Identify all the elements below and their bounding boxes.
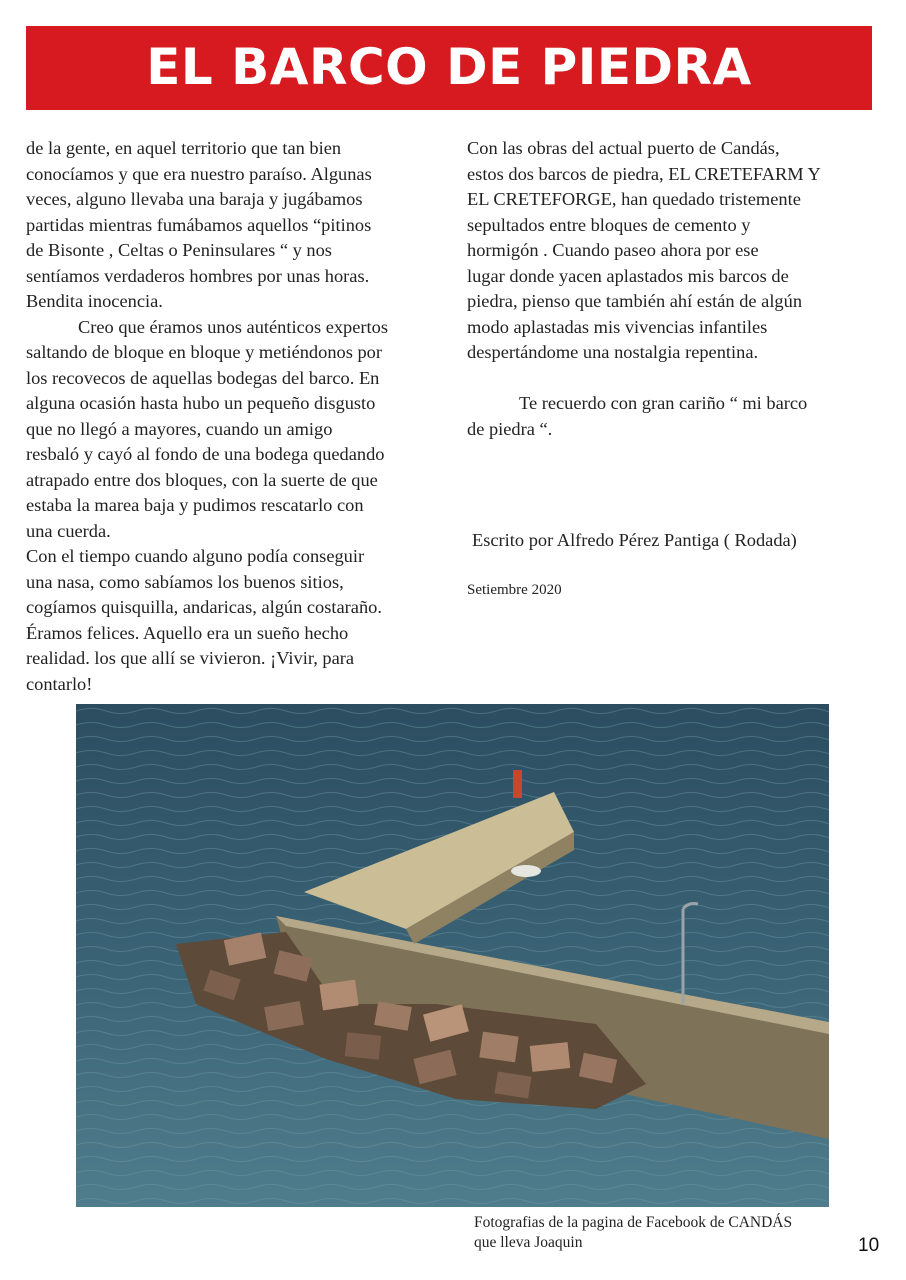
text-line: Te recuerdo con gran cariño “ mi barco [519, 393, 808, 413]
text-line: realidad. los que allí se vivieron. ¡Vivir, para [26, 648, 355, 668]
paragraph-5 [467, 391, 887, 442]
text-line: atrapado entre dos bloques, con la suerte de que [26, 469, 378, 490]
text-line: Éramos felices. Aquello era un sueño hecho [26, 622, 349, 643]
text-line: piedra, pienso que también ahí están de algún [467, 291, 803, 311]
caption-line: que lleva Joaquin [474, 1234, 583, 1251]
boat [511, 865, 541, 877]
text-line: estos dos barcos de piedra, EL CRETEFARM Y [467, 163, 821, 184]
text-line: Creo que éramos unos auténticos expertos [78, 316, 389, 337]
text-line: que no llegó a mayores, cuando un amigo [26, 418, 333, 439]
text-line: alguna ocasión hasta hubo un pequeño disgusto [26, 393, 376, 413]
lighthouse [513, 770, 522, 798]
text-line: EL CRETEFORGE, han quedado tristemente [467, 189, 801, 209]
text-line: de la gente, en aquel territorio que tan bien [26, 138, 342, 158]
text-line: conocíamos y que era nuestro paraíso. Algunas [26, 163, 372, 184]
breakwater-illustration [76, 704, 829, 1207]
text-line: Bendita inocencia. [26, 291, 163, 311]
text-line: de piedra “. [467, 418, 553, 439]
right-column [467, 136, 887, 442]
text-line: veces, alguno llevaba una baraja y jugábamos [26, 189, 363, 209]
paragraph-3 [26, 544, 446, 697]
left-column [26, 136, 446, 697]
photo-caption [474, 1213, 792, 1253]
text-line: cogíamos quisquilla, andaricas, algún costaraño. [26, 597, 382, 617]
text-line: los recovecos de aquellas bodegas del barco. En [26, 367, 380, 388]
text-line: de Bisonte , Celtas o Peninsulares “ y nos [26, 240, 332, 260]
text-line: una cuerda. [26, 520, 111, 541]
text-line: hormigón . Cuando paseo ahora por ese [467, 240, 759, 260]
publication-date: Setiembre 2020 [467, 582, 562, 598]
page-title: EL BARCO DE PIEDRA [146, 38, 752, 96]
paragraph-4 [467, 136, 887, 366]
text-line: resbaló y cayó al fondo de una bodega quedando [26, 444, 385, 464]
page-number: 10 [858, 1235, 880, 1256]
text-line: sentíamos verdaderos hombres por unas horas. [26, 265, 370, 286]
text-line: saltando de bloque en bloque y metiéndonos por [26, 342, 382, 362]
text-line: Con el tiempo cuando alguno podía conseguir [26, 546, 365, 566]
text-line: estaba la marea baja y pudimos rescatarlo con [26, 495, 364, 515]
text-line: lugar donde yacen aplastados mis barcos de [467, 265, 789, 286]
harbor-photo [76, 704, 829, 1207]
text-line: sepultados entre bloques de cemento y [467, 214, 751, 235]
text-line: despertándome una nostalgia repentina. [467, 342, 759, 362]
caption-line: Fotografias de la pagina de Facebook de CANDÁS [474, 1214, 793, 1231]
paragraph-2 [26, 315, 446, 545]
text-line: contarlo! [26, 673, 93, 694]
author-signature: Escrito por Alfredo Pérez Pantiga ( Rodada) [472, 530, 797, 550]
text-line: partidas mientras fumábamos aquellos “pitinos [26, 214, 372, 235]
text-line: Con las obras del actual puerto de Candás, [467, 138, 780, 158]
paragraph-spacer [467, 366, 887, 392]
text-line: una nasa, como sabíamos los buenos sitios, [26, 571, 344, 592]
title-banner [26, 26, 872, 110]
text-line: modo aplastadas mis vivencias infantiles [467, 316, 768, 337]
paragraph-1 [26, 136, 446, 315]
